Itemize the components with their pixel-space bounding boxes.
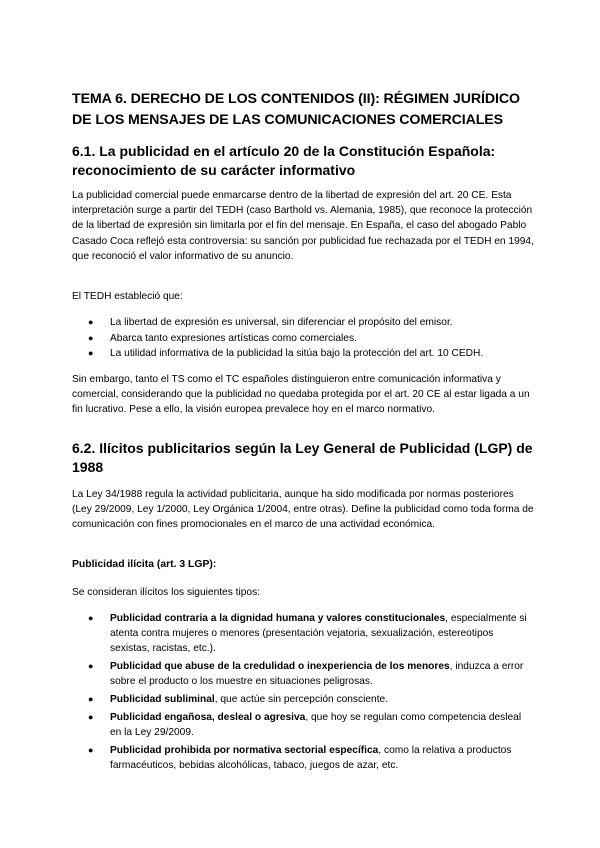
bullet-icon: ●: [88, 745, 94, 755]
section-1-heading: 6.1. La publicidad en el artículo 20 de la Constitución Española: reconocimiento de su carácter informativo: [72, 143, 496, 178]
list-item: ● Publicidad subliminal, que actúe sin percepción consciente.: [88, 694, 389, 705]
list-item: ● Publicidad contraria a la dignidad humana y valores constitucionales, especialmente si atenta contra mujeres o menores (presentación vejatoria, sexualización, estereotipos sexistas, racistas, etc.).: [88, 613, 527, 654]
list-item: ● Publicidad engañosa, desleal o agresiva, que hoy se regulan como competencia desleal en la Ley 29/2009.: [88, 712, 522, 738]
bullet-icon: ●: [88, 694, 94, 704]
bullet-icon: ●: [88, 332, 94, 343]
bullet-icon: ●: [88, 613, 94, 623]
section-2-paragraph-1: La Ley 34/1988 regula la actividad publicitaria, aunque ha sido modificada por normas posteriores (Ley 29/2009, Ley 1/2000, Ley Orgánica 1/2004, entre otras). Define la publicidad como toda forma de comunicación con fines promocionales en el marco de una actividad económica.: [72, 489, 534, 531]
section-1-bullet-list: [72, 315, 534, 362]
section-1-paragraph-1: La publicidad comercial puede enmarcarse dentro de la libertad de expresión del art. 20 CE. Esta interpretación surge a partir del TEDH (caso Barthold vs. Alemania, 1985), que reconoce la protección de la libertad de expresión sin limitarla por el fin del mensaje. En España, el caso del abogado Pablo Casado Coca reflejó esta controversia: su sanción por publicidad fue rechazada por el TEDH en 1994, que reconoció el valor informativo de su anuncio.: [72, 190, 534, 262]
section-2-bullet-list: [72, 611, 534, 776]
list-item: ● La utilidad informativa de la publicidad la sitúa bajo la protección del art. 10 CEDH.: [72, 346, 534, 362]
document-title: TEMA 6. DERECHO DE LOS CONTENIDOS (II): RÉGIMEN JURÍDICO DE LOS MENSAJES DE LAS COMUNICACIONES COMERCIALES: [72, 91, 520, 128]
section-2-paragraph-2: Se consideran ilícitos los siguientes tipos:: [72, 587, 261, 598]
bullet-icon: ●: [88, 317, 94, 327]
list-item: ● La libertad de expresión es universal, sin diferenciar el propósito del emisor.: [72, 315, 534, 331]
list-item: ● Publicidad que abuse de la credulidad o inexperiencia de los menores, induzca a error sobre el producto o los muestre en situaciones peligrosas.: [88, 661, 524, 687]
list-item: ● Abarca tanto expresiones artísticas como comerciales.: [72, 331, 534, 347]
bullet-icon: ●: [88, 661, 94, 671]
section-1-paragraph-2: El TEDH estableció que:: [72, 291, 183, 302]
bullet-icon: ●: [88, 712, 94, 722]
section-1-paragraph-3: Sin embargo, tanto el TS como el TC españoles distinguieron entre comunicación informativa y comercial, considerando que la publicidad no quedaba protegida por el art. 20 CE al estar ligada a un fin lucrativo. Pese a ello, la visión europea prevalece hoy en el marco normativo.: [72, 374, 530, 416]
bullet-icon: ●: [88, 348, 94, 358]
section-2-heading: 6.2. Ilícitos publicitarios según la Ley General de Publicidad (LGP) de 1988: [72, 440, 533, 475]
section-2-subheading: Publicidad ilícita (art. 3 LGP):: [72, 559, 217, 570]
list-item: ● Publicidad prohibida por normativa sectorial específica, como la relativa a productos farmacéuticos, bebidas alcohólicas, tabaco, juegos de azar, etc.: [88, 745, 512, 771]
